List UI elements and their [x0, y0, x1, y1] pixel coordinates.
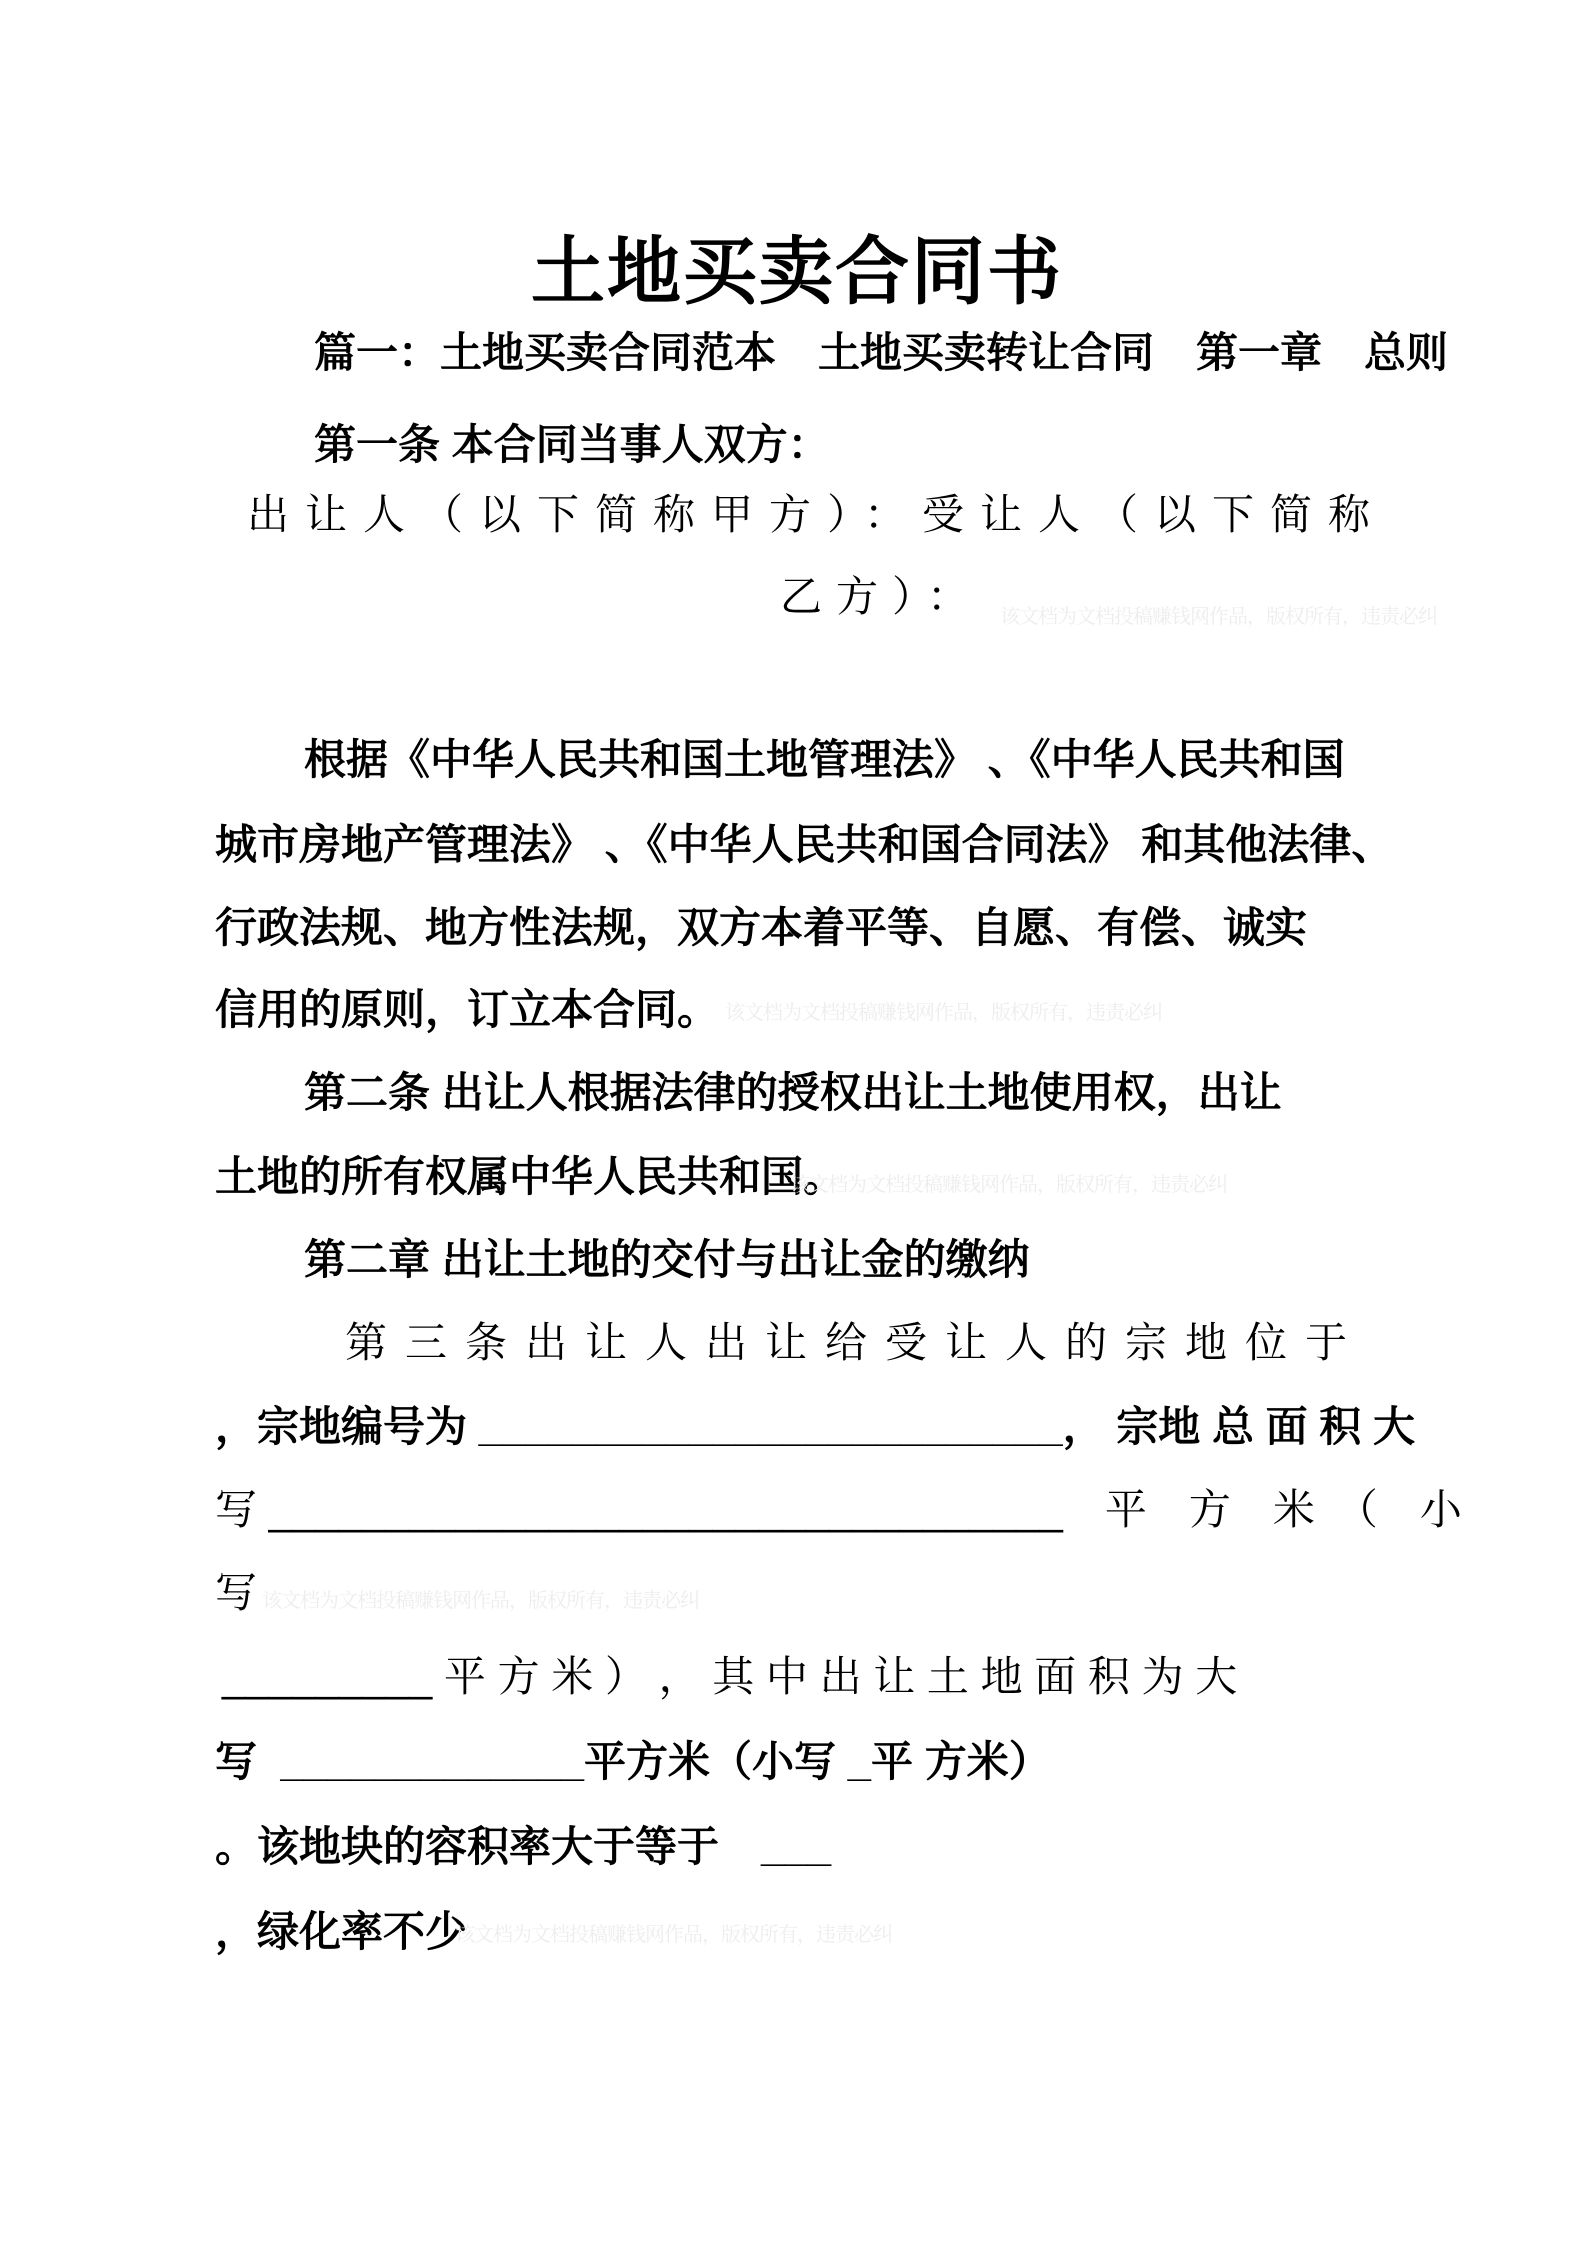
watermark-text: 该文档为文档投稿赚钱网作品，版权所有，违责必纠 [455, 1924, 892, 1946]
doc-line-article-2a: 第二条 出让人根据法律的授权出让土地使用权，出让 [304, 1069, 1282, 1116]
doc-title: 土地买卖合同书 [531, 230, 1063, 313]
doc-line-article-3a: 第三条出让人出让给受让人的宗地位于 [345, 1319, 1366, 1366]
watermark-text: 该文档为文档投稿赚钱网作品，版权所有，违责必纠 [725, 1002, 1162, 1024]
doc-line-parties-2: 乙方）： [780, 573, 984, 620]
doc-line-parcel-number: ，宗地编号为 _________________________， 宗地 总 面 积 大 [215, 1403, 1415, 1450]
watermark-text: 该文档为文档投稿赚钱网作品，版权所有，违责必纠 [1000, 606, 1437, 628]
doc-line-greening-rate: ，绿化率不少 [215, 1908, 468, 1955]
watermark-text: 该文档为文档投稿赚钱网作品，版权所有，违责必纠 [262, 1590, 699, 1612]
doc-line-area-blank-3: _________ 平 方 米 ） ， 其 中 出 让 土 地 面 积 为 大 [222, 1653, 1238, 1700]
doc-line-section-header: 篇一：土地买卖合同范本 土地买卖转让合同 第一章 总则 [314, 329, 1449, 376]
doc-line-area-blank-4: 写 _____________平方米（小写 _平 方米） [215, 1738, 1051, 1785]
doc-line-legal-basis-4: 信用的原则，订立本合同。 [215, 986, 720, 1033]
doc-line-legal-basis-2: 城市房地产管理法》 、《中华人民共和国合同法》 和其他法律、 [215, 821, 1394, 868]
doc-line-legal-basis-3: 行政法规、地方性法规，双方本着平等、自愿、有偿、诚实 [215, 904, 1308, 951]
doc-line-parties-1: 出让人（以下简称甲方）：受让人（以下简称 [247, 491, 1387, 538]
doc-line-article-2b: 土地的所有权属中华人民共和国。 [215, 1153, 846, 1200]
doc-line-area-blank-1: 写 __________________________________ 平 方 米 （ 小 [215, 1486, 1462, 1533]
doc-line-chapter-2: 第二章 出让土地的交付与出让金的缴纳 [304, 1236, 1030, 1283]
doc-line-article-1: 第一条 本合同当事人双方： [314, 421, 830, 468]
doc-line-plot-ratio: 。该地块的容积率大于等于 ___ [215, 1823, 832, 1870]
doc-line-legal-basis-1: 根据《中华人民共和国土地管理法》 、《中华人民共和国 [304, 736, 1345, 783]
doc-line-area-blank-2: 写 [215, 1569, 258, 1616]
watermark-text: 该文档为文档投稿赚钱网作品，版权所有，违责必纠 [790, 1174, 1227, 1196]
